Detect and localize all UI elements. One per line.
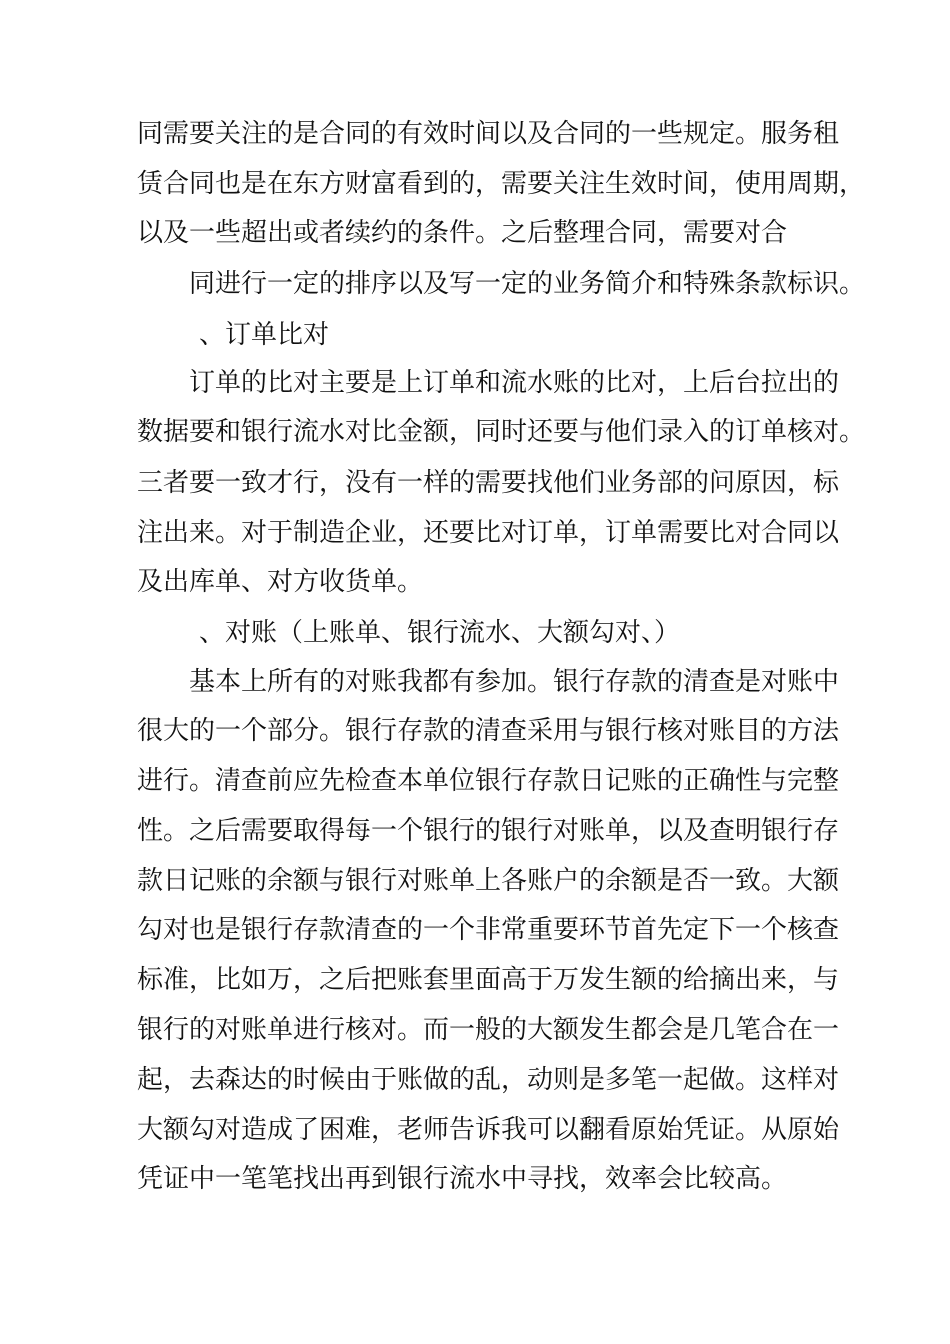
text-line: 进行。清查前应先检查本单位银行存款日记账的正确性与完整 xyxy=(137,766,840,796)
text-line: 以及一些超出或者续约的条件。之后整理合同，需要对合 xyxy=(137,218,788,248)
text-line: 同需要关注的是合同的有效时间以及合同的一些规定。服务租 xyxy=(137,119,840,149)
text-line: 三者要一致才行，没有一样的需要找他们业务部的问原因，标 xyxy=(137,468,840,498)
text-line: 赁合同也是在东方财富看到的，需要关注生效时间，使用周期， xyxy=(137,169,866,199)
text-line: 及出库单、对方收货单。 xyxy=(137,567,424,597)
text-line: 款日记账的余额与银行对账单上各账户的余额是否一致。大额 xyxy=(137,866,840,896)
section-heading-order-comparison: 、订单比对 xyxy=(199,320,330,350)
text-line: 注出来。对于制造企业，还要比对订单，订单需要比对合同以 xyxy=(137,518,840,548)
text-line: 性。之后需要取得每一个银行的银行对账单，以及查明银行存 xyxy=(137,816,840,846)
text-line: 凭证中一笔笔找出再到银行流水中寻找，效率会比较高。 xyxy=(137,1164,788,1194)
text-line: 同进行一定的排序以及写一定的业务简介和特殊条款标识。 xyxy=(189,269,866,299)
text-line: 大额勾对造成了困难，老师告诉我可以翻看原始凭证。从原始 xyxy=(137,1115,840,1145)
text-line: 数据要和银行流水对比金额，同时还要与他们录入的订单核对。 xyxy=(137,417,866,447)
text-line: 勾对也是银行存款清查的一个非常重要环节首先定下一个核查 xyxy=(137,915,840,945)
text-line: 标准，比如万，之后把账套里面高于万发生额的给摘出来，与 xyxy=(137,965,840,995)
text-line: 基本上所有的对账我都有参加。银行存款的清查是对账中 xyxy=(189,667,840,697)
text-line: 起，去森达的时候由于账做的乱，动则是多笔一起做。这样对 xyxy=(137,1065,840,1095)
text-line: 很大的一个部分。银行存款的清查采用与银行核对账目的方法 xyxy=(137,716,840,746)
section-heading-reconciliation: 、对账（上账单、银行流水、大额勾对、） xyxy=(199,618,681,648)
text-line: 订单的比对主要是上订单和流水账的比对，上后台拉出的 xyxy=(189,368,840,398)
text-line: 银行的对账单进行核对。而一般的大额发生都会是几笔合在一 xyxy=(137,1015,840,1045)
